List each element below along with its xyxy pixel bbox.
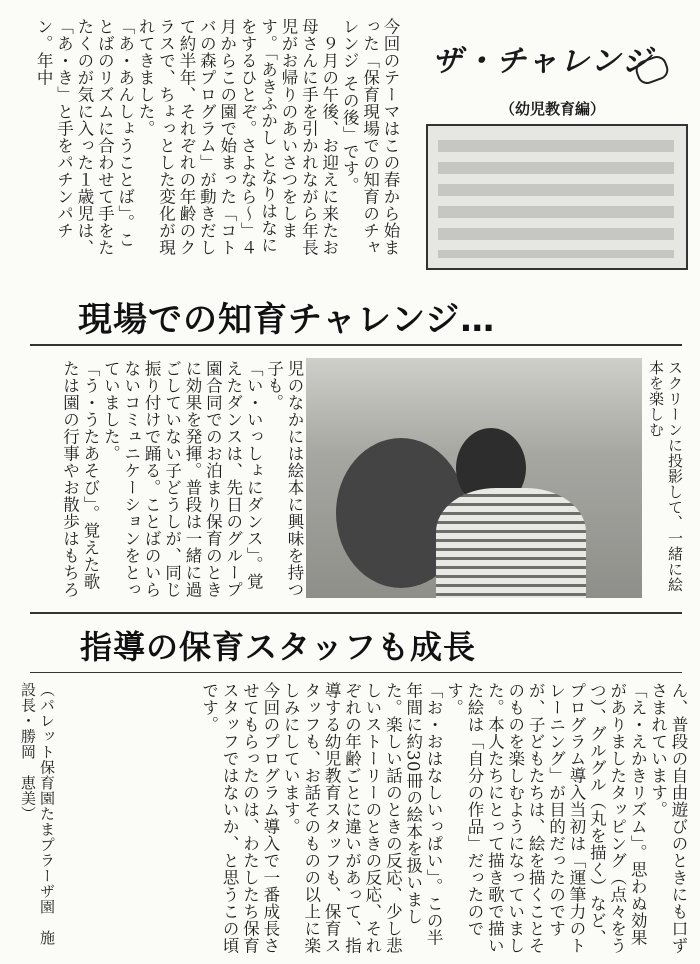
- series-subtitle: （幼児教育編）: [500, 100, 606, 118]
- article-body-top: 今回のテーマはこの春から始まった「保育現場での知育のチャレンジ その後」です。 ９月の午後、お迎えに来たお母さんに手を引かれながら年長児がお帰りのあいさつをします。「あきふかし となりはなにをするひとぞ。さよなら～」４月からこの園で始まった「コトバの森プログラム」が動きだして約半年、それぞれの年齢のクラスで、ちょっとした変化が現れてきました。 「あ・あんしょうことば」。ことばのリズムに合わせて手をたたくのが気に入った１歳児は、「あ・き」と手をパチンパチン。年中: [34, 18, 400, 256]
- info-box: [426, 124, 688, 270]
- photo: [306, 358, 642, 598]
- photo-striped-shirt: [436, 488, 586, 598]
- headline-1: 現場での知育チャレンジ…: [78, 300, 496, 340]
- headline-2: 指導の保育スタッフも成長: [80, 628, 477, 666]
- article-body-middle: 児のなかには絵本に興味を持つ子も。 「い・いっしょにダンス」。覚えたダンスは、先日のグループ園合同でのお泊まり保育のときに効果を発揮。普段は一緒に過ごしていない子どうしが、同じ振り付けで踊る。ことばのいらないコミュニケーションをとっていました。 「う・うたあそび」。覚えた歌たは園の行事やお散歩はもちろ: [60, 360, 304, 598]
- headline-1-rule: [30, 344, 682, 346]
- signature: （パレット保育園たまプラーザ園 施設長・勝岡 恵美）: [19, 682, 56, 946]
- info-box-faded-lines: [438, 140, 674, 258]
- headline-2-rule-bottom: [30, 672, 682, 673]
- headline-2-rule-top: [30, 612, 682, 614]
- series-title: ザ・チャレンジ: [432, 44, 654, 79]
- article-body-bottom: ん、普段の自由遊びのときにも口ずさまれています。 「え・えかきリズム」。思わぬ効果がありましたタッピング（点々をうつ）、グルグル（丸を描く）など、プログラム導入当初は「運筆力のトレーニング」が目的だったのですが、子どもたちは、絵を描くことそのものを楽しむようになっていました。本人たちにとって描き歌で描いた絵は「自分の作品」だったのです。 「お・おはなしいっぱい」。この半年間に約30冊の絵本を扱いました。楽しい話のときの反応、少し悲しいストーリーのときの反応、それぞれの年齢ごとに違いがあって、指導する幼児教育スタッフも、保育スタッフも、お話そのものの以上に楽しみにしています。 今回のプログラム導入で一番成長させてもらったのは、わたしたち保育スタッフではないか、と思うこの頃です。: [199, 682, 688, 954]
- photo-caption: スクリーンに投影して、一緒に絵本を楽しむ: [647, 360, 684, 593]
